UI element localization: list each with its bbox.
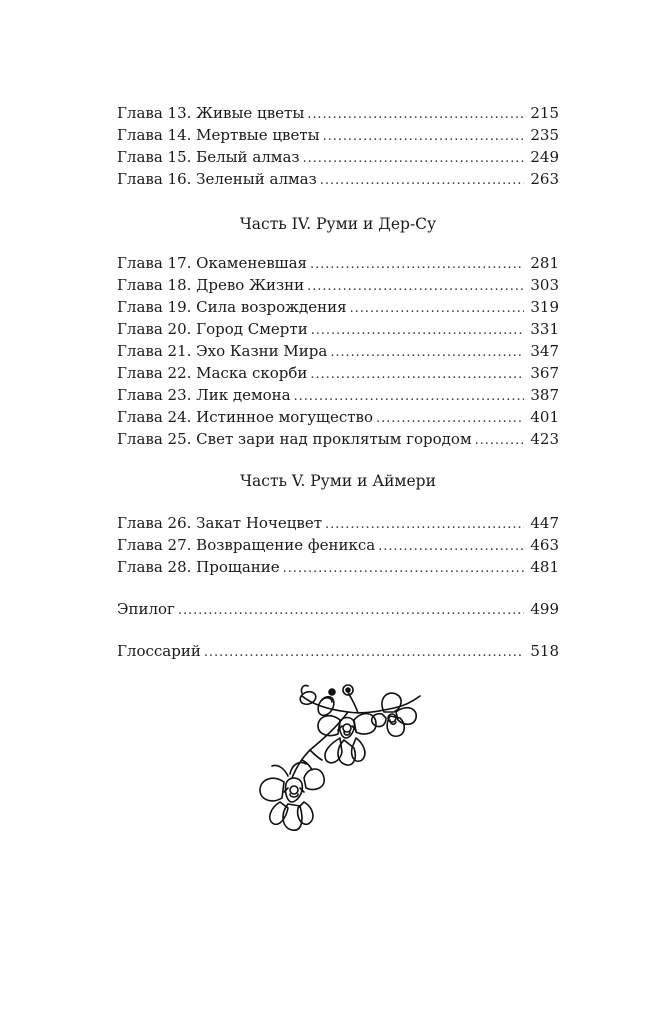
toc-entry-title: Глава 19. Сила возрождения	[117, 298, 347, 316]
toc-entry-page: 447	[530, 514, 559, 532]
toc-entry-page: 249	[530, 148, 559, 166]
toc-entry-chapter-15[interactable]	[117, 146, 559, 168]
toc-entry-title: Глава 24. Истинное могущество	[117, 408, 374, 426]
dot-leader	[283, 558, 525, 580]
toc-entry-chapter-27[interactable]	[117, 534, 559, 556]
toc-entry-chapter-21[interactable]	[117, 340, 559, 362]
dot-leader	[310, 364, 524, 386]
toc-entry-page: 347	[530, 342, 559, 360]
toc-entry-title: Глава 22. Маска скорби	[117, 364, 308, 382]
spacer	[117, 620, 559, 640]
part-heading-iv: Часть IV. Руми и Дер-Су	[239, 215, 437, 233]
toc-entry-chapter-18[interactable]	[117, 274, 559, 296]
toc-entry-page: 387	[530, 386, 559, 404]
toc-entry-chapter-16[interactable]	[117, 168, 559, 190]
toc-entry-title: Глава 17. Окаменевшая	[117, 254, 308, 272]
toc-entry-chapter-19[interactable]	[117, 296, 559, 318]
toc-entry-page: 319	[530, 298, 559, 316]
toc-entry-page: 401	[530, 408, 559, 426]
dot-leader	[475, 430, 525, 452]
toc-entry-title: Глава 21. Эхо Казни Мира	[117, 342, 328, 360]
toc-entry-title: Глава 16. Зеленый алмаз	[117, 170, 317, 188]
dot-leader	[204, 642, 525, 664]
dot-leader	[323, 126, 525, 148]
toc-entry-title: Глава 15. Белый алмаз	[117, 148, 300, 166]
dot-leader	[376, 408, 524, 430]
toc-entry-chapter-17[interactable]	[117, 252, 559, 274]
toc-entry-chapter-20[interactable]	[117, 318, 559, 340]
toc-entry-chapter-28[interactable]	[117, 556, 559, 578]
toc-entry-chapter-13[interactable]	[117, 102, 559, 124]
toc-entry-title: Глава 27. Возвращение феникса	[117, 536, 376, 554]
toc-entry-chapter-26[interactable]	[117, 512, 559, 534]
toc-entry-page: 281	[530, 254, 559, 272]
table-of-contents	[117, 102, 559, 662]
dot-leader	[310, 254, 524, 276]
toc-entry-chapter-25[interactable]	[117, 428, 559, 450]
toc-entry-title: Эпилог	[117, 600, 175, 618]
toc-entry-title: Глава 23. Лик демона	[117, 386, 291, 404]
dot-leader	[307, 104, 524, 126]
toc-entry-title: Глава 14. Мертвые цветы	[117, 126, 320, 144]
toc-entry-page: 463	[530, 536, 559, 554]
toc-entry-page: 263	[530, 170, 559, 188]
toc-entry-epilogue[interactable]	[117, 598, 559, 620]
toc-entry-page: 423	[530, 430, 559, 448]
toc-entry-page: 331	[530, 320, 559, 338]
toc-entry-title: Глоссарий	[117, 642, 201, 660]
dot-leader	[330, 342, 524, 364]
toc-entry-page: 303	[530, 276, 559, 294]
toc-entry-title: Глава 25. Свет зари над проклятым городом	[117, 430, 472, 448]
toc-entry-title: Глава 18. Древо Жизни	[117, 276, 305, 294]
toc-entry-title: Глава 13. Живые цветы	[117, 104, 305, 122]
toc-entry-glossary[interactable]	[117, 640, 559, 662]
spacer	[117, 450, 559, 470]
part-heading-v: Часть V. Руми и Аймери	[240, 472, 436, 490]
dot-leader	[178, 600, 524, 622]
dot-leader	[350, 298, 525, 320]
toc-entry-chapter-23[interactable]	[117, 384, 559, 406]
toc-entry-chapter-14[interactable]	[117, 124, 559, 146]
toc-entry-title: Глава 20. Город Смерти	[117, 320, 308, 338]
dot-leader	[320, 170, 525, 192]
toc-entry-page: 499	[530, 600, 559, 618]
dot-leader	[325, 514, 524, 536]
dot-leader	[311, 320, 525, 342]
dot-leader	[307, 276, 524, 298]
spacer	[117, 492, 559, 512]
orchid-branch-icon	[244, 678, 434, 848]
toc-entry-chapter-22[interactable]	[117, 362, 559, 384]
spacer	[117, 235, 559, 252]
spacer	[117, 578, 559, 598]
dot-leader	[378, 536, 524, 558]
toc-entry-page: 518	[530, 642, 559, 660]
toc-entry-page: 215	[530, 104, 559, 122]
toc-entry-page: 235	[530, 126, 559, 144]
toc-entry-chapter-24[interactable]	[117, 406, 559, 428]
dot-leader	[294, 386, 525, 408]
toc-entry-title: Глава 28. Прощание	[117, 558, 280, 576]
dot-leader	[303, 148, 525, 170]
toc-entry-title: Глава 26. Закат Ночецвет	[117, 514, 323, 532]
toc-entry-page: 481	[530, 558, 559, 576]
spacer	[117, 190, 559, 213]
toc-entry-page: 367	[530, 364, 559, 382]
